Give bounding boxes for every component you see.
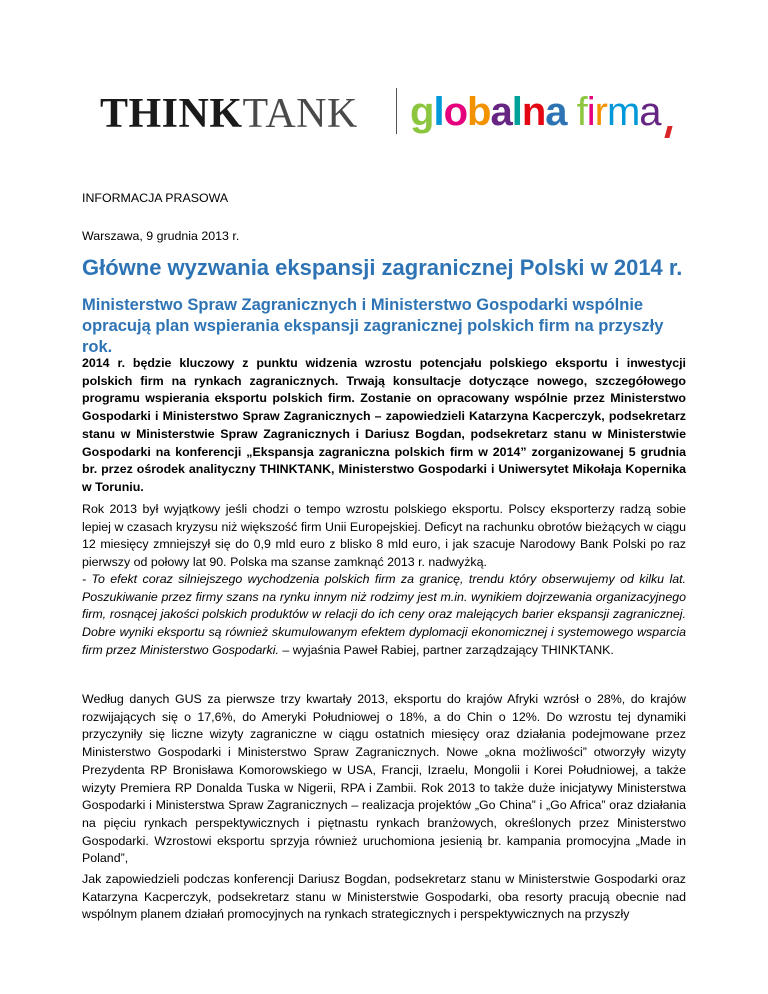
firma-logo-word: firma <box>576 90 661 134</box>
paragraph-3 <box>82 571 686 660</box>
lead-paragraph: 2014 r. będzie kluczowy z punktu widzenia wzrostu potencjału polskiego eksportu i inwestycji polskich firm na rynkach zagranicznych. Trwają konsultacje dotyczące nowego, szczegółowego programu wspierania eksportu polskich firm. Zostanie on opracowany wspólnie przez Ministerstwo Gospodarki i Ministerstwo Spraw Zagranicznych – zapowiedzieli Katarzyna Kacperczyk, podsekretarz stanu w Ministerstwie Spraw Zagranicznych i Dariusz Bogdan, podsekretarz stanu w Ministerstwie Gospodarki na konferencji „Ekspansja zagraniczna polskich firm w 2014” zorganizowanej 5 grudnia br. przez ośrodek analityczny THINKTANK, Ministerstwo Gospodarki i Uniwersytet Mikołaja Kopernika w Toruniu. <box>82 356 686 494</box>
paragraph-4: Według danych GUS za pierwsze trzy kwartały 2013, eksportu do krajów Afryki wzrósł o 28%, do krajów rozwijających się o 17,6%, do Ameryki Południowej o 18%, a do Chin o 12%. Do wzrostu tej dynamiki przyczyniły się liczne wizyty zagraniczne w ciągu ostatnich miesięcy oraz działania podejmowane przez Ministerstwo Gospodarki i Ministerstwo Spraw Zagranicznych. Nowe „okna możliwości” otworzyły wizyty Prezydenta RP Bronisława Komorowskiego w USA, Francji, Izraelu, Mongolii i Korei Południowej, a także wizyty Premiera RP Donalda Tuska w Nigerii, RPA i Zambii. Rok 2013 to także duże inicjatywy Ministerstwa Gospodarki i Ministerstwa Spraw Zagranicznych – realizacja projektów „Go China” i „Go Africa” oraz działania na pięciu rynkach perspektywicznych i piętnastu rynkach branżowych, określonych przez Ministerstwo Gospodarki. Wzrostowi eksportu sprzyja również uruchomiona jesienią br. kampania promocyjna „Made in Poland”, <box>82 692 686 866</box>
quote-attribution: – wyjaśnia Paweł Rabiej, partner zarządzający THINKTANK. <box>278 642 614 657</box>
page-title: Główne wyzwania ekspansji zagranicznej Polski w 2014 r. <box>82 255 683 280</box>
logo-divider <box>396 88 397 134</box>
paragraph-2: Rok 2013 był wyjątkowy jeśli chodzi o tempo wzrostu polskiego eksportu. Polscy eksporterzy radzą sobie lepiej w czasach kryzysu niż większość firm Unii Europejskiej. Deficyt na rachunku obrotów bieżących w ciągu 12 miesięcy zmniejszył się do 0,9 mld euro z blisko 8 mld euro, i jak szacuje Narodowy Bank Polski po raz pierwszy od połowy lat 90. Polska ma szanse zamknąć 2013 r. nadwyżką. <box>82 502 686 570</box>
thinktank-logo-tank: TANK <box>242 91 358 137</box>
header-logos <box>100 84 680 144</box>
quote-text: - To efekt coraz silniejszego wychodzenia polskich firm za granicę, trendu który obserwujemy od kilku lat. Poszukiwanie przez firmy szans na rynku innym niż rodzimy jest m.in. wynikiem dojrzewania organizacyjnego firm, rosnącej jakości polskich produktów w relacji do ich ceny oraz malejących barier ekspansji zagranicznej. Dobre wyniki eksportu są również skumulowanym efektem dyplomacji ekonomicznej i systemowego wsparcia firm przez Ministerstwo Gospodarki. <box>82 572 686 657</box>
globalna-logo-word: globalna <box>410 90 567 134</box>
thinktank-logo-think: THINK <box>100 91 243 137</box>
logo-red-accent <box>664 126 672 138</box>
paragraph-5: Jak zapowiedzieli podczas konferencji Dariusz Bogdan, podsekretarz stanu w Ministerstwie Gospodarki oraz Katarzyna Kacperczyk, podsekretarz stanu w Ministerstwie Gospodarki, oba resorty pracują obecnie nad wspólnym planem działań promocyjnych na rynkach strategicznych i perspektywicznych na przyszły <box>82 872 686 922</box>
document-label: INFORMACJA PRASOWA <box>82 191 229 205</box>
page-subtitle: Ministerstwo Spraw Zagranicznych i Ministerstwo Gospodarki wspólnie opracują plan wspierania ekspansji zagranicznej polskich firm na przyszły rok. <box>82 296 664 356</box>
thinktank-logo <box>100 90 358 138</box>
globalna-firma-logo <box>410 88 661 136</box>
document-date: Warszawa, 9 grudnia 2013 r. <box>82 229 240 243</box>
